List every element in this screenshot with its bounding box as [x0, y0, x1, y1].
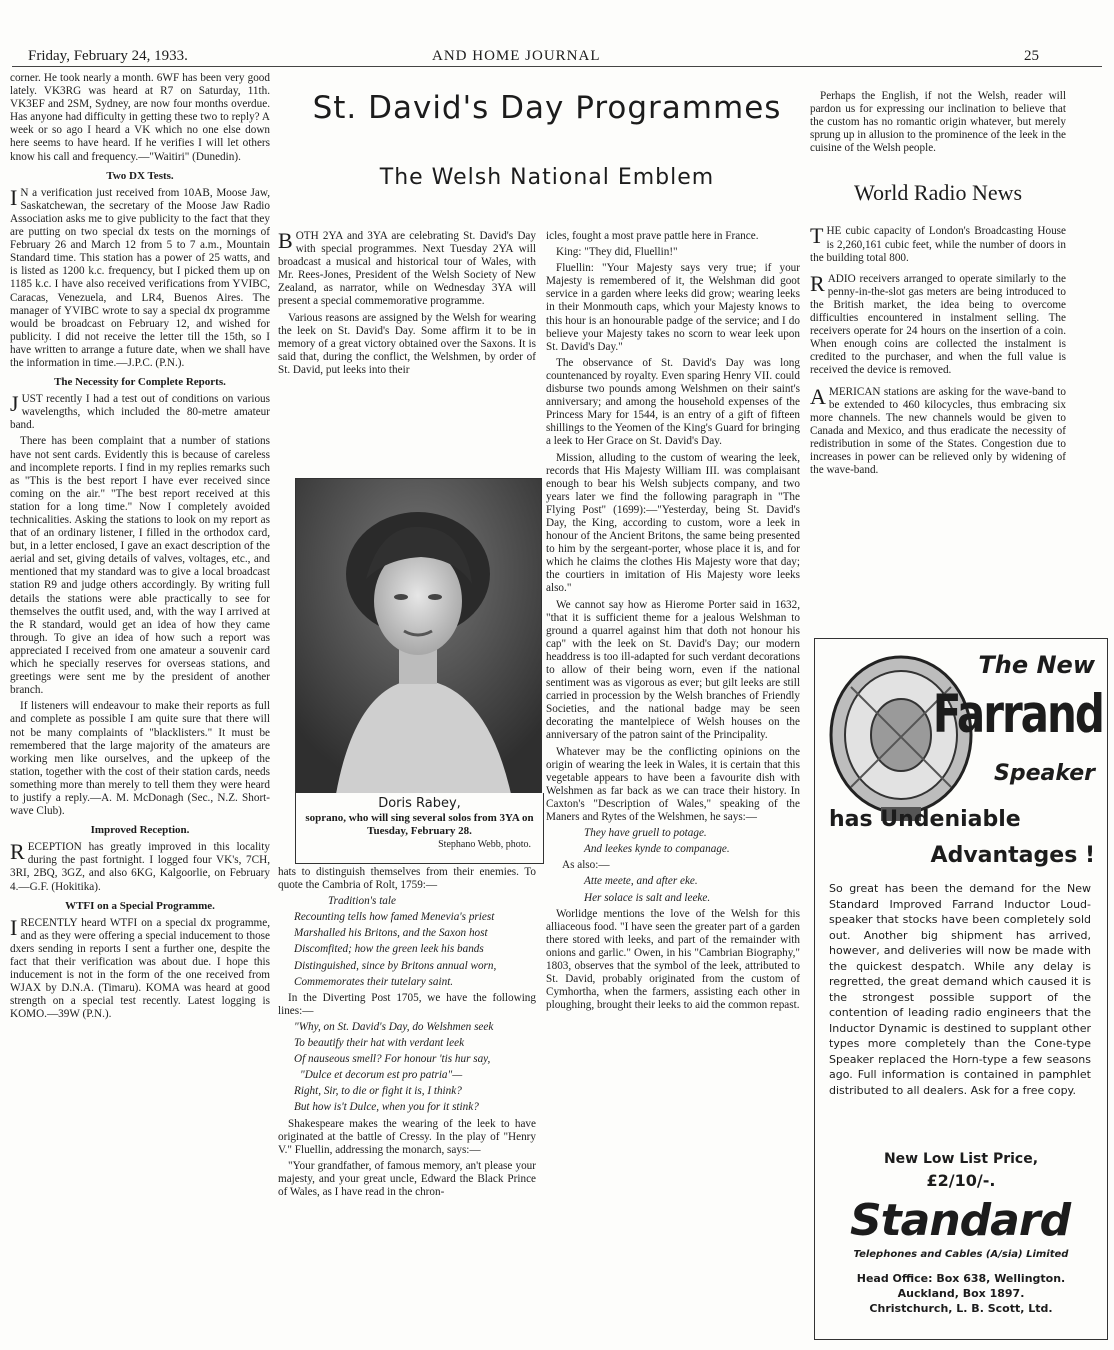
- verse-line: To beautify their hat with verdant leek: [294, 1037, 465, 1050]
- farrand-advertisement: [814, 638, 1108, 1340]
- intro-paragraph: corner. He took nearly a month. 6WF has been very good lately. VK3RG was heard at R7 on Saturday, 11th. VK3EF and 2SM, Sydney, are now four months overdue. Has anyone had difficulty in getting these two to reply? A week or so ago I heard a VK which no one else down here seems to have heard. If he verifies I will let others know his call and frequency.—"Waitiri" (Dunedin).: [10, 72, 270, 163]
- photo-name: Doris Rabey,: [378, 796, 461, 811]
- feature-para-9: Fluellin: "Your Majesty says very true; if your Majesty is remembered of it, the Welshman did goot service in a garden where leeks did grow; wearing leeks in their Monmouth caps, which your Majesty knows to this hour is an honourable padge of the service; and I do believe your Majesty takes no scorn to wear leek upon St. David's Day.": [546, 262, 800, 353]
- radio-news-2: RADIO receivers arranged to operate similarly to the penny-in-the-slot gas meters are being introduced to the British market, the idea being to overcome difficulties encountered in instalment selling. The receivers operate for 24 hours on the insertion of a coin. When enough coins are collected the instalment is credited to the purchaser, and when the full value is received the device is removed.: [810, 270, 1066, 377]
- portrait-image: [296, 479, 541, 794]
- feature-para-6: "Your grandfather, of famous memory, an't please your majesty, and your great uncle, Edward the Black Prince of Wales, as I have read in the chron-: [278, 1159, 536, 1198]
- feature-para-11: Mission, alluding to the custom of wearing the leek, records that His Majesty William III. was complaisant enough to bear his Welsh subjects company, and two years later we find the following paragraph in "The Flying Post" (1699):—"Yesterday, being St. David's Day, the King, according to custom, wore a leek in honour of the Ancient Britons, the same being presented to him by the sergeant-porter, whose place it is, and for which he claims the clothes His Majesty wore that day; the courtiers in imitation of His Majesty wore leeks also.": [546, 451, 800, 595]
- verse-line: "Dulce et decorum est pro patria"—: [300, 1069, 463, 1082]
- feature-column-a-bottom: [278, 866, 536, 1202]
- leek-conclusion: Perhaps the English, if not the Welsh, reader will pardon us for expressing our inclination to believe that the custom has no romantic origin whatever, but merely sprung up in allusion to the prominence of the leek in the cuisine of the Welsh people.: [810, 90, 1066, 155]
- ad-company-sub: Telephones and Cables (A/sia) Limited: [853, 1249, 1069, 1260]
- feature-para-10: The observance of St. David's Day was long countenanced by royalty. Even sparing Henry VII. could disburse two pounds among Welshmen on their saint's anniversary; and among the household expenses of the Princess Mary for 1544, is an entry of a gift of fifteen shillings to the Yeomen of the King's Guard for bringing a leek to Her Grace on St. David's Day.: [546, 356, 800, 448]
- heading-improved-reception: Improved Reception.: [90, 824, 190, 837]
- verse-line: They have gruell to potage.: [584, 827, 707, 840]
- column-radio-notes: [10, 72, 270, 1024]
- feature-column-a-top: [278, 230, 536, 380]
- feature-para-8: King: "They did, Fluellin!": [556, 246, 678, 259]
- feature-subtitle: The Welsh National Emblem: [379, 165, 715, 190]
- photo-caption: soprano, who will sing several solos from 3YA on Tuesday, February 28.: [305, 812, 534, 837]
- header-rule: [12, 66, 1102, 67]
- ad-has-undeniable: has Undeniable: [829, 807, 1021, 832]
- heading-complete-reports: The Necessity for Complete Reports.: [54, 376, 226, 389]
- ad-addresses: [815, 1271, 1107, 1316]
- feature-para-4: In the Diverting Post 1705, we have the following lines:—: [278, 991, 536, 1017]
- verse-line: Distinguished, since by Britons annual worn,: [294, 959, 497, 972]
- heading-two-dx-tests: Two DX Tests.: [106, 169, 174, 182]
- feature-para-15: Worlidge mentions the love of the Welsh for this alliaceous food. "I have seen the greater part of a garden there stored with leeks, and part of the remainder with onions and garlic." Owen, in his "Cambrian Biography," 1803, observes that the symbol of the leek, attributed to St. David, probably originated from the custom of Cymhortha, when the farmers, assisting each other in ploughing, brought their leeks to aid the common repast.: [546, 907, 800, 1012]
- feature-para-1: BOTH 2YA and 3YA are celebrating St. David's Day with special programmes. Next Tuesday 2YA will broadcast a musical and historical tour of Wales, with Mr. Rees-Jones, President of the Welsh Society of New Zealand, as narrator, while on Wednesday 3YA will present a special commemorative programme.: [278, 228, 536, 308]
- paragraph-complete-reports-2: There has been complaint that a number of stations have not sent cards. Evidently this is because of careless and incomplete reports. I find in my replies remarks such as "This is the best report I have ever received since coming on the air." "The best report received at this station for a long time." Now I completely avoided technicalities. Asking the stations to look on my report as that of an ordinary listener, I filled in the orthodox card, but, in a letter enclosed, I gave an exact description of the aerial and set, giving details of valves, voltages, etc., and mentioned that my standard was to give a local broadcast station R9 and judge others accordingly. By writing full details the stations were able practically to see for themselves the outfit used, and, with the way I arrived at the R standard, would get an idea of how they came through. To give an idea of how such a report was appreciated I received from one amateur a souvenir card which he specially reserves for overseas stations, and greetings were sent me by the president of another branch.: [10, 435, 270, 697]
- feature-para-12: We cannot say how as Hierome Porter said in 1632, "that it is sufficient theme for a jealous Welshman to ground a quarrel against him that doth not honour his cap" with the leek on St. David's Day; our modern headdress is too ill-adapted for such verdant decorations to allow of their being worn, even if the national sentiment was as vigorous as ever; but gilt leeks are still carried in procession by the Welsh branches of Friendly Societies, and the national badge may be seen decorating the mantelpiece of Welsh houses on the anniversary of the patron saint of the Principality.: [546, 598, 800, 742]
- feature-para-14: As also:—: [562, 859, 610, 872]
- issue-date: Friday, February 24, 1933.: [28, 48, 188, 64]
- ad-office-wellington: Head Office: Box 638, Wellington.: [856, 1272, 1066, 1285]
- verse-line: Atte meete, and after eke.: [584, 875, 698, 888]
- verse-line: Tradition's tale: [328, 895, 396, 908]
- ad-price: £2/10/-.: [926, 1171, 996, 1190]
- ad-advantages: Advantages !: [930, 843, 1095, 868]
- verse-line: Discomfited; how the green leek his bands: [294, 943, 484, 956]
- verse-line: Recounting tells how famed Menevia's priest: [294, 911, 495, 924]
- ad-price-label: New Low List Price,: [883, 1151, 1039, 1167]
- column-world-radio: [810, 90, 1066, 480]
- heading-wtfi: WTFI on a Special Programme.: [65, 899, 215, 912]
- radio-news-1: THE cubic capacity of London's Broadcasting House is 2,260,161 cubic feet, while the number of doors in the building total 800.: [810, 223, 1066, 264]
- ad-the-new: The New: [978, 651, 1095, 679]
- paragraph-complete-reports-1: JUST recently I had a test out of conditions on various wavelengths, which included the 80-metre amateur band.: [10, 391, 270, 432]
- photo-credit: Stephano Webb, photo.: [438, 839, 531, 850]
- paragraph-two-dx-tests: I N a verification just received from 10AB, Moose Jaw, Saskatchewan, the secretary of the Moose Jaw Radio Association asks me to give publicity to the fact that they are putting on two special dx tests on the mornings of February 26 and March 12 from 5 to 7 a.m., Mountain Standard time. This station has a power of 25 watts, and is listed as 1200 k.c. frequency, but I picked them up on 1185 k.c. I have also received verifications from YVIBC, Caracas, Venezuela, and LR4, Buenos Aires. The manager of YVIBC wrote to say a special dx programme would be broadcast on February 12, and wished for publicity. I did not receive the letter till the 15th, so I have written to arrange a future date, when we shall have the information in time.—J.P.C. (P.N.).: [10, 184, 270, 369]
- verse-line: Right, Sir, to die or fight it is, I think?: [294, 1085, 462, 1098]
- feature-para-7: icles, fought a most prave pattle here in France.: [546, 230, 759, 242]
- page-number: 25: [1024, 48, 1039, 64]
- journal-name: AND HOME JOURNAL: [432, 48, 601, 64]
- ad-company-logo: Standard: [849, 1195, 1071, 1246]
- feature-para-13: Whatever may be the conflicting opinions on the origin of wearing the leek in Wales, it is certain that this vegetable appears to have been a favourite dish with Welshmen as far back as we can trace their history. In Caxton's "Description of Wales," speaking of the Maners and Rytes of the Welshmen, he says:—: [546, 745, 800, 824]
- paragraph-complete-reports-3: If listeners will endeavour to make their reports as full and complete as possible I am quite sure that there will not be many complaints of "blacklisters." It must be remembered that the large majority of the amateurs are working men like ourselves, and the upkeep of the station, together with the cost of their station cards, needs something more than merely to tell them they were heard to justify a reply.—A. M. McDonagh (Sec., N.Z. Short-wave Club).: [10, 700, 270, 818]
- feature-title: St. David's Day Programmes: [312, 90, 782, 126]
- ad-body: So great has been the demand for the New Standard Improved Farrand Inductor Loud-speaker that stocks have been completely sold out. Another big shipment has arrived, however, and deliveries will now be made with the quickest despatch. While any delay is regretted, the great demand which caused it is the strongest possible support of the contention of leading radio engineers that the Inductor Dynamic is destined to supplant other types more completely than the Cone-type Speaker replaced the Horn-type a few seasons ago. Full information is contained in pamphlet distributed to all dealers. Ask for a free copy.: [829, 882, 1091, 1097]
- verse-line: But how is't Dulce, when you for it stink?: [294, 1101, 479, 1114]
- verse-line: Marshalled his Britons, and the Saxon host: [294, 927, 488, 940]
- feature-para-5: Shakespeare makes the wearing of the leek to have originated at the battle of Cressy. In the play of "Henry V." Fluellin, addressing the monarch, says:—: [278, 1117, 536, 1156]
- feature-column-b: [546, 230, 800, 1015]
- paragraph-wtfi: IRECENTLY heard WTFI on a special dx programme, and as they were offering a special inducement to those dxers sending in reports I sent a further one, despite the fact that their verification was about due. I hope this inducement is not in the form of the one received from WJAX by D.N.A. (Timaru). KOMA was heard at good strength on a special test recently. Latest logging is KOMO.—39W (P.N.).: [10, 914, 270, 1021]
- feature-para-3: hats to distinguish themselves from their enemies. To quote the Cambria of Rolt, 1759:—: [278, 866, 536, 892]
- world-radio-heading: World Radio News: [853, 180, 1023, 206]
- ad-brand: Farrand: [932, 683, 1103, 745]
- ad-speaker: Speaker: [994, 761, 1095, 786]
- verse-line: "Why, on St. David's Day, do Welshmen seek: [294, 1020, 494, 1033]
- verse-line: Of nauseous smell? For honour 'tis hur say,: [294, 1053, 491, 1066]
- verse-line: And leekes kynde to companage.: [584, 843, 730, 856]
- photo-doris-rabey: [295, 478, 542, 795]
- paragraph-improved-reception: RECEPTION has greatly improved in this locality during the past fortnight. I logged four VK's, 7CH, 3RI, 2BQ, 3GZ, and also 6KG, Kalgoorlie, on February 4.—G.F. (Hokitika).: [10, 839, 270, 893]
- ad-office-auckland: Auckland, Box 1897.: [897, 1287, 1025, 1300]
- photo-caption-box: [295, 793, 544, 864]
- radio-news-3: AMERICAN stations are asking for the wave-band to be extended to 460 kilocycles, thus embracing six more channels. The new channels would be given to Canada and Mexico, and thus eradicate the necessity of redistribution in some of the States. Congestion due to increases in power can be relieved only by widening of the wave-band.: [810, 383, 1066, 477]
- feature-para-2: Various reasons are assigned by the Welsh for wearing the leek on St. David's Day. Some affirm it to be in memory of a great victory obtained over the Saxons. It is said that, during the conflict, the Welshmen, by order of St. David, put leeks into their: [278, 311, 536, 376]
- verse-line: Commemorates their tutelary saint.: [294, 975, 454, 988]
- ad-office-christchurch: Christchurch, L. B. Scott, Ltd.: [869, 1302, 1053, 1315]
- verse-line: Her solace is salt and leeke.: [584, 891, 711, 904]
